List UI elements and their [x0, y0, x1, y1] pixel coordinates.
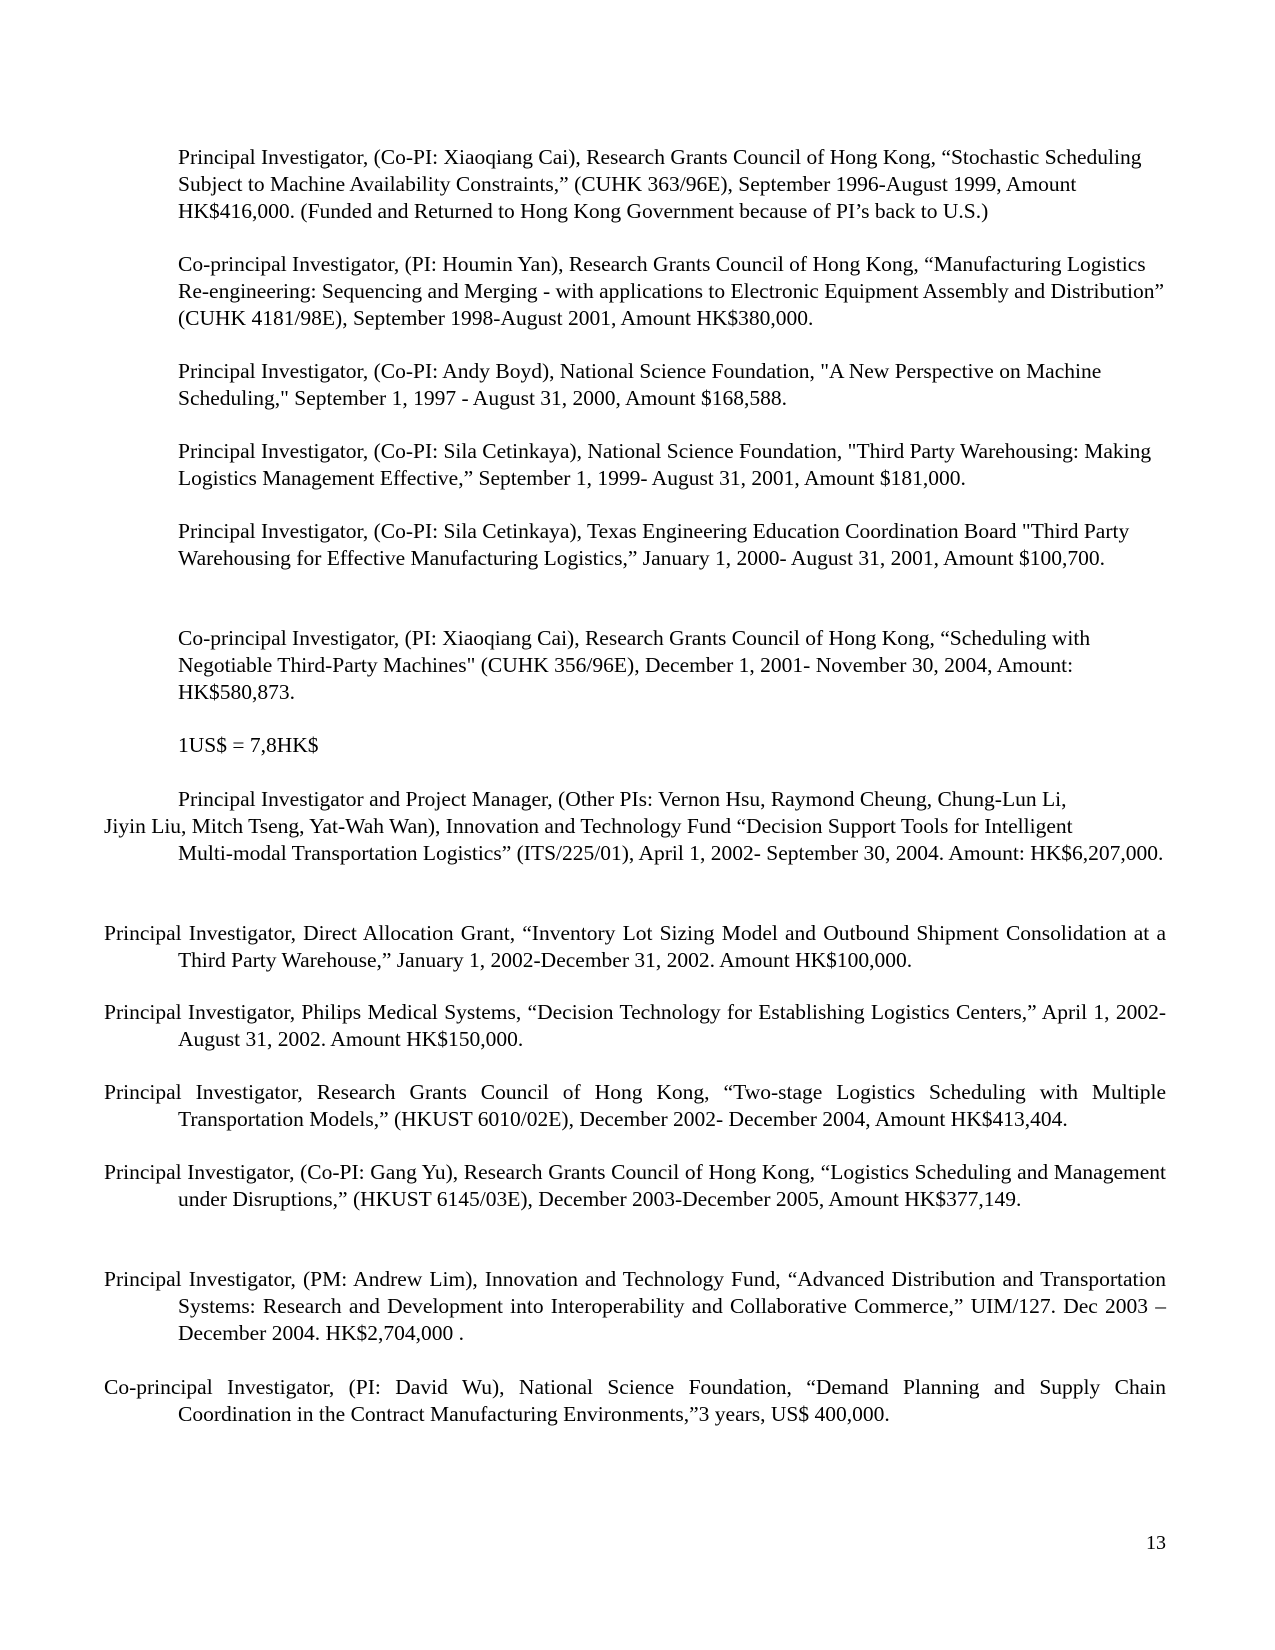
itf-entry-line-1: Principal Investigator and Project Manager, (Other PIs: Vernon Hsu, Raymond Cheung, Chung-Lun Li,: [178, 787, 1067, 811]
page-number: 13: [1146, 1532, 1166, 1554]
grant-entry-6: Co-principal Investigator, (PI: Xiaoqiang Cai), Research Grants Council of Hong Kong, “Scheduling with Negotiable Third-Party Machines" (CUHK 356/96E), December 1, 2001- November 30, 2004, Amount: HK$580,873.: [178, 626, 1091, 704]
grant-entry-3: Principal Investigator, (Co-PI: Andy Boyd), National Science Foundation, "A New Perspective on Machine Scheduling," September 1, 1997 - August 31, 2000, Amount $168,588.: [178, 359, 1102, 410]
grant-entry-1: Principal Investigator, (Co-PI: Xiaoqiang Cai), Research Grants Council of Hong Kong, “Stochastic Scheduling Subject to Machine Availability Constraints,” (CUHK 363/96E), September 1996-August 1999, Amount HK$416,000. (Funded and Returned to Hong Kong Government because of PI’s back to U.S.): [178, 145, 1142, 223]
grant-entry-advanced-distribution: Principal Investigator, (PM: Andrew Lim), Innovation and Technology Fund, “Advanced Distribution and Transportation Systems: Research and Development into Interoperability and Collaborative Commerce,” UIM/127. Dec 2003 –December 2004. HK$2,704,000 .: [104, 1267, 1166, 1345]
itf-entry-rest: Multi-modal Transportation Logistics” (ITS/225/01), April 1, 2002- September 30, 2004. Amount: HK$6,207,000.: [178, 841, 1164, 865]
grant-entry-itf: [104, 786, 1166, 867]
itf-entry-line-2: Jiyin Liu, Mitch Tseng, Yat-Wah Wan), Innovation and Technology Fund “Decision Support Tools for Intelligent: [104, 814, 1073, 838]
grant-entry-2: Co-principal Investigator, (PI: Houmin Yan), Research Grants Council of Hong Kong, “Manufacturing Logistics Re-engineering: Sequencing and Merging - with applications to Electronic Equipment Assembly and Distribution” (CUHK 4181/98E), September 1998-August 2001, Amount HK$380,000.: [178, 252, 1165, 330]
grant-entry-disruptions: Principal Investigator, (Co-PI: Gang Yu), Research Grants Council of Hong Kong, “Logistics Scheduling and Management under Disruptions,” (HKUST 6145/03E), December 2003-December 2005, Amount HK$377,149.: [104, 1160, 1166, 1211]
grant-entry-philips: Principal Investigator, Philips Medical Systems, “Decision Technology for Establishing Logistics Centers,” April 1, 2002- August 31, 2002. Amount HK$150,000.: [104, 1000, 1166, 1051]
grant-entry-demand-planning: Co-principal Investigator, (PI: David Wu), National Science Foundation, “Demand Planning and Supply Chain Coordination in the Contract Manufacturing Environments,”3 years, US$ 400,000.: [104, 1375, 1166, 1426]
grant-entry-4: Principal Investigator, (Co-PI: Sila Cetinkaya), National Science Foundation, "Third Party Warehousing: Making Logistics Management Effective,” September 1, 1999- August 31, 2001, Amount $181,000.: [178, 439, 1152, 490]
grant-entry-direct-allocation: Principal Investigator, Direct Allocation Grant, “Inventory Lot Sizing Model and Outbound Shipment Consolidation at a Third Party Warehouse,” January 1, 2002-December 31, 2002. Amount HK$100,000.: [104, 921, 1166, 972]
exchange-rate-note: 1US$ = 7,8HK$: [178, 733, 319, 757]
grant-entry-two-stage: Principal Investigator, Research Grants Council of Hong Kong, “Two-stage Logistics Scheduling with Multiple Transportation Models,” (HKUST 6010/02E), December 2002- December 2004, Amount HK$413,404.: [104, 1080, 1166, 1131]
grant-entry-5: Principal Investigator, (Co-PI: Sila Cetinkaya), Texas Engineering Education Coordination Board "Third Party Warehousing for Effective Manufacturing Logistics,” January 1, 2000- August 31, 2001, Amount $100,700.: [178, 519, 1130, 570]
